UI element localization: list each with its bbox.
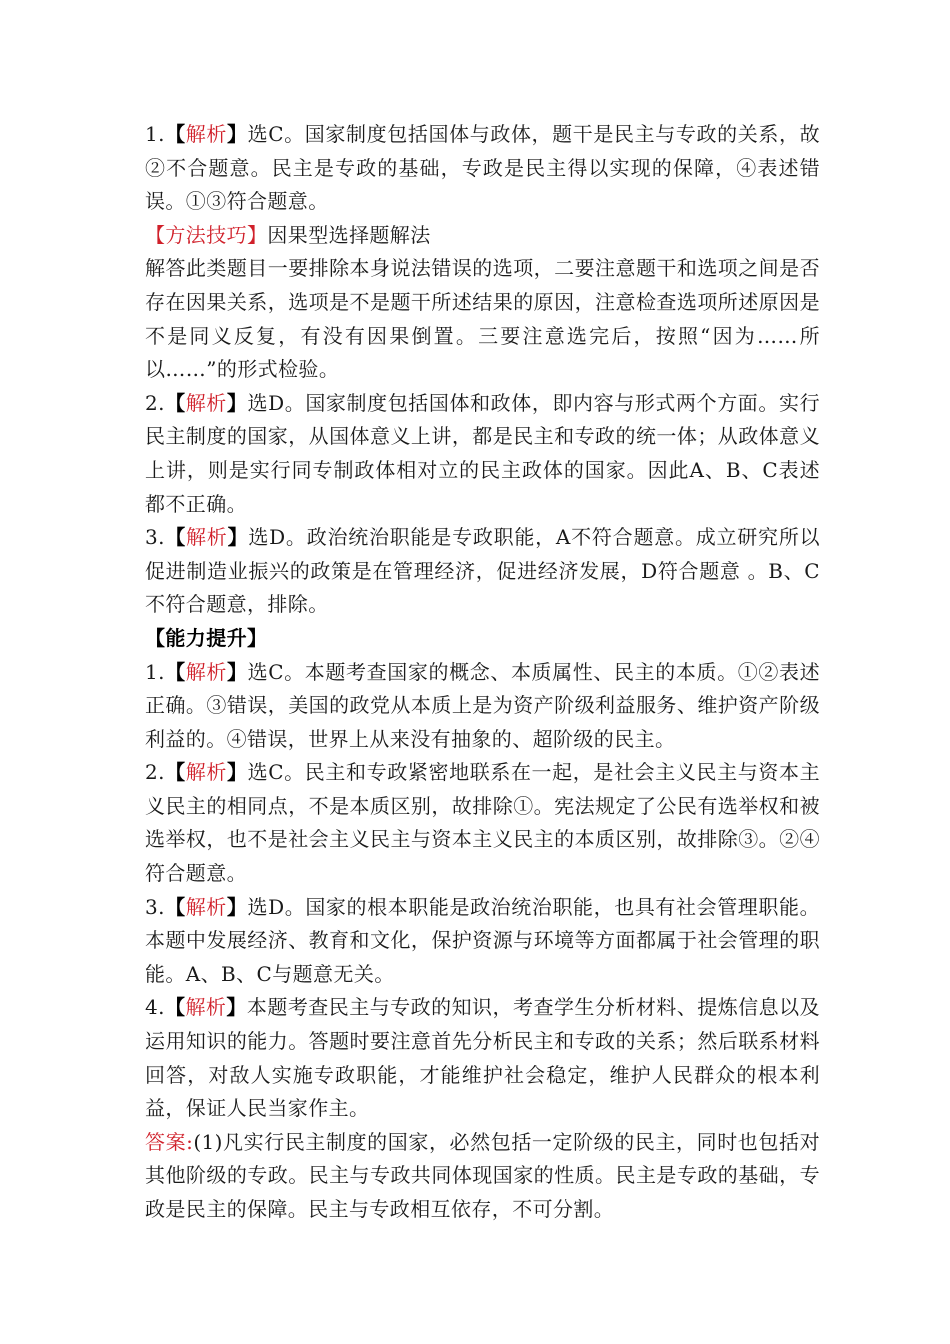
bracket-left: 【 [164,894,186,919]
answer-text: 选C。国家制度包括国体与政体，题干是民主与专政的关系，故②不合题意。民主是专政的基础，专政是民主得以实现的保障，④表述错误。①③符合题意。 [145,122,820,214]
item-number: 1. [145,122,165,146]
final-answer [145,1126,820,1227]
bracket-right: 】 [226,122,248,146]
answer-text: 本题考查民主与专政的知识，考查学生分析材料、提炼信息以及运用知识的能力。答题时要注意首先分析民主和专政的关系；然后联系材料回答，对敌人实施专政职能，才能维护社会稳定，维护人民群众的根本利益，保证人民当家作主。 [145,995,820,1121]
analysis-label: 解析 [185,995,227,1020]
answer-text: 选D。政治统治职能是专政职能，A不符合题意。成立研究所以促进制造业振兴的政策是在管理经济，促进经济发展，D符合题意 。B、C不符合题意，排除。 [145,525,820,617]
answer-2 [145,387,820,521]
bracket-left: 【 [164,760,186,785]
bracket-right: 】 [226,760,248,785]
answer-6 [145,891,820,992]
answer-1 [145,118,820,219]
item-number: 3. [145,894,165,919]
answer-text: 选D。国家制度包括国体和政体，即内容与形式两个方面。实行民主制度的国家，从国体意义上讲，都是民主和专政的统一体；从政体意义上讲，则是实行同专制政体相对立的民主政体的国家。因此A、B、C表述都不正确。 [145,390,820,516]
bracket-right: 】 [226,894,248,919]
bracket-left: 【 [164,525,187,550]
section-heading: 【能力提升】 [145,625,268,650]
item-number: 3. [145,525,165,550]
answer-4 [145,656,820,757]
answer-3 [145,521,820,622]
answer-text: 选C。民主和专政紧密地联系在一起，是社会主义民主与资本主义民主的相同点，不是本质区别，故排除①。宪法规定了公民有选举权和被选举权，也不是社会主义民主与资本主义民主的本质区别，故排除③。②④符合题意。 [145,760,820,886]
bracket-right: 】 [226,390,248,415]
analysis-label: 解析 [185,760,227,785]
bracket-right: 】 [226,659,248,684]
method-tip-text: 解答此类题目一要排除本身说法错误的选项，二要注意题干和选项之间是否存在因果关系，选项是不是题干所述结果的原因，注意检查选项所述原因是不是同义反复，有没有因果倒置。三要注意选完后，按照“因为……所以……”的形式检验。 [145,256,820,382]
answer-document [145,118,820,1227]
answer-text: (1)凡实行民主制度的国家，必然包括一定阶级的民主，同时也包括对其他阶级的专政。民主与专政共同体现国家的性质。民主是专政的基础，专政是民主的保障。民主与专政相互依存，不可分割。 [145,1129,820,1221]
analysis-label: 解析 [185,122,227,146]
item-number: 1. [145,659,165,684]
analysis-label: 解析 [185,659,227,684]
analysis-label: 解析 [185,390,227,415]
method-tip-label: 【方法技巧】 [145,222,268,247]
analysis-label: 解析 [185,894,227,919]
item-number: 2. [145,390,165,415]
answer-text: 选C。本题考查国家的概念、本质属性、民主的本质。①②表述正确。③错误，美国的政党从本质上是为资产阶级利益服务、维护资产阶级利益的。④错误，世界上从来没有抽象的、超阶级的民主。 [145,659,820,751]
bracket-right: 】 [226,995,247,1020]
answer-5 [145,756,820,890]
item-number: 4. [145,995,165,1020]
method-tip-body [145,252,820,386]
bracket-left: 【 [164,995,186,1020]
bracket-left: 【 [164,659,186,684]
item-number: 2. [145,760,165,785]
bracket-right: 】 [227,525,249,550]
analysis-label: 解析 [186,525,228,550]
bracket-left: 【 [164,390,186,415]
answer-label: 答案: [145,1129,194,1154]
method-tip-title: 因果型选择题解法 [267,222,431,247]
method-tip [145,219,820,253]
answer-text: 选D。国家的根本职能是政治统治职能，也具有社会管理职能。本题中发展经济、教育和文化，保护资源与环境等方面都属于社会管理的职能。A、B、C与题意无关。 [145,894,820,986]
bracket-left: 【 [164,122,186,146]
answer-7 [145,991,820,1125]
